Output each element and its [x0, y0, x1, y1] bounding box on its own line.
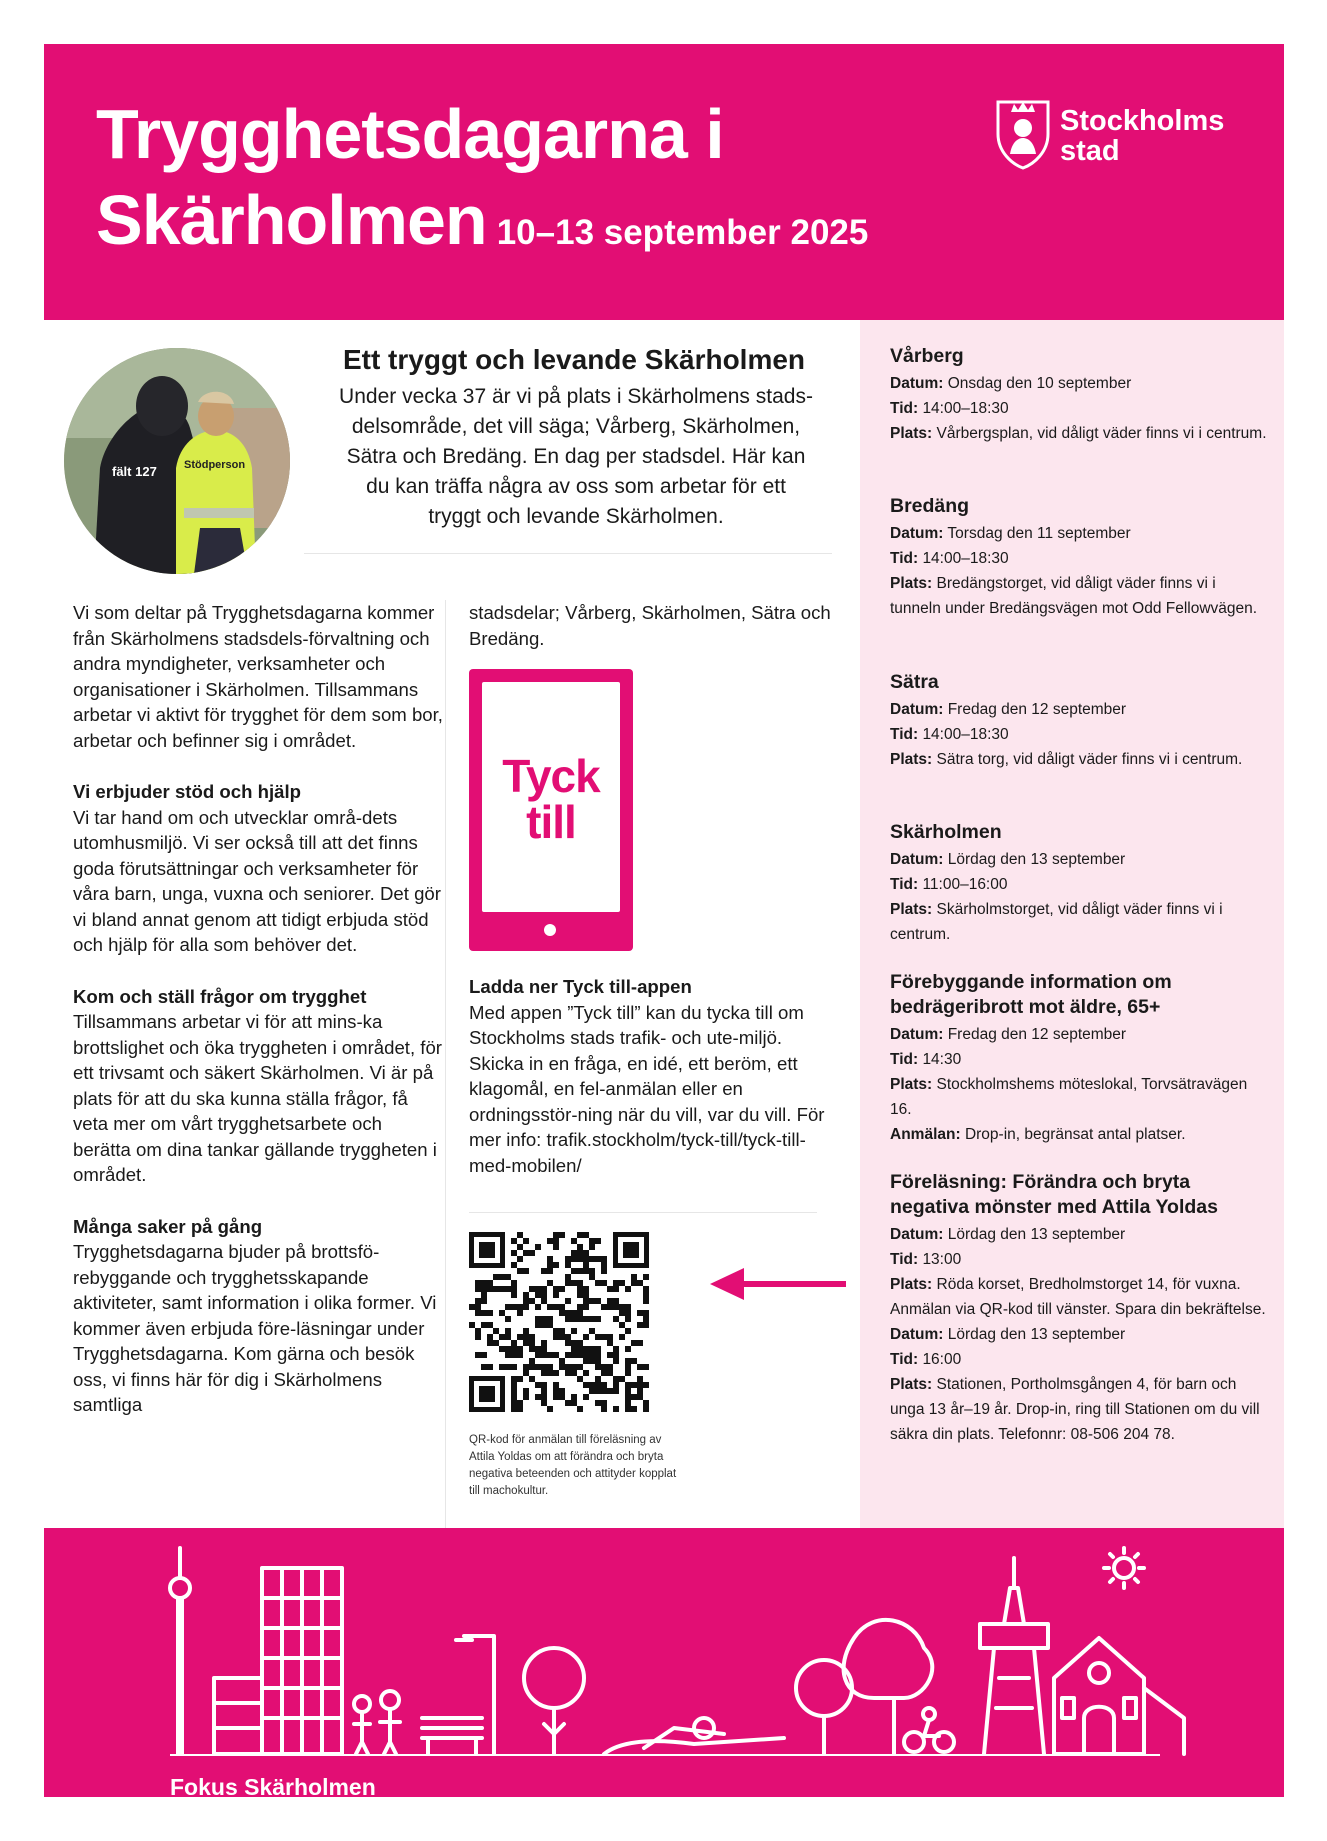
event-value: 14:00–18:30 — [922, 550, 1009, 567]
event-label: Plats: — [890, 1076, 933, 1093]
event-label: Tid: — [890, 550, 919, 567]
phone-home-button — [544, 924, 556, 936]
event-title: Förebyggande information om bedrägeribrott mot äldre, 65+ — [890, 971, 1172, 1018]
event-value: Torsdag den 11 september — [947, 525, 1131, 542]
paragraph: Vi som deltar på Trygghetsdagarna kommer från Skärholmens stadsdels-förvaltning och andra myndigheter, verksamheter och organisationer i Skärholmen. Tillsammans arbetar vi aktivt för trygghet för dem som bor, arbetar och befinner sig i området. — [73, 602, 443, 751]
event-value: Drop-in, begränsat antal platser. — [964, 1126, 1186, 1143]
divider — [469, 1212, 817, 1213]
page-title-line2 — [96, 178, 868, 275]
page-title-line1: Trygghetsdagarna i — [96, 95, 724, 173]
event-value: Lördag den 13 september — [947, 851, 1126, 868]
event-dates: 10–13 september 2025 — [496, 213, 869, 252]
event-label: Tid: — [890, 876, 919, 893]
event-label: Anmälan: — [890, 1126, 961, 1143]
paragraph: stadsdelar; Vårberg, Skärholmen, Sätra och Bredäng. — [469, 602, 831, 649]
event-title: Föreläsning: Förändra och bryta negativa mönster med Attila Yoldas — [890, 1171, 1218, 1218]
section-heading: Många saker på gång — [73, 1215, 263, 1237]
event-sidebar — [860, 320, 1284, 1528]
event-fraud-info — [890, 970, 1270, 1147]
page-title-place: Skärholmen — [96, 181, 487, 259]
event-label: Datum: — [890, 1326, 944, 1343]
event-value: Lördag den 13 september — [947, 1326, 1126, 1343]
phone-screen — [482, 682, 620, 912]
intro-line: delsområde, det vill säga; Vårberg, Skärholmen, — [351, 415, 801, 438]
event-value: 11:00–16:00 — [922, 876, 1008, 893]
intro-photo — [64, 348, 290, 574]
event-label: Plats: — [890, 1276, 933, 1293]
intro-title: Ett tryggt och levande Skärholmen — [342, 344, 806, 375]
event-label: Tid: — [890, 1251, 919, 1268]
column-1 — [73, 600, 443, 1444]
section-heading: Ladda ner Tyck till-appen — [469, 976, 692, 997]
intro-line: Under vecka 37 är vi på plats i Skärholmens stads- — [339, 385, 813, 408]
event-value: Fredag den 12 september — [947, 1026, 1127, 1043]
intro-line: Sätra och Bredäng. En dag per stadsdel. Här kan — [346, 445, 806, 468]
intro-line: du kan träffa några av oss som arbetar för ett — [366, 475, 786, 498]
divider — [304, 553, 832, 554]
event-title: Vårberg — [890, 345, 964, 367]
event-label: Datum: — [890, 851, 944, 868]
event-value: Lördag den 13 september — [947, 1226, 1126, 1243]
stockholms-stad-logo — [994, 94, 1224, 170]
footer-banner — [44, 1528, 1284, 1797]
event-value: Onsdag den 10 september — [947, 375, 1132, 392]
phone-text-line2: till — [526, 796, 576, 848]
event-label: Plats: — [890, 751, 933, 768]
event-varberg — [890, 344, 1270, 446]
event-label: Plats: — [890, 575, 933, 592]
column-2 — [469, 600, 839, 651]
event-label: Tid: — [890, 1351, 919, 1368]
tyck-till-phone-graphic — [469, 669, 633, 951]
event-label: Plats: — [890, 425, 933, 442]
event-title: Skärholmen — [890, 821, 1002, 843]
event-lecture — [890, 1170, 1270, 1447]
event-label: Datum: — [890, 525, 944, 542]
event-value: Fredag den 12 september — [947, 701, 1127, 718]
event-value: Sätra torg, vid dåligt väder finns vi i centrum. — [936, 751, 1243, 768]
event-label: Tid: — [890, 726, 919, 743]
footer-label: Fokus Skärholmen — [170, 1774, 376, 1800]
event-label: Tid: — [890, 1051, 919, 1068]
paragraph: Med appen ”Tyck till” kan du tycka till om Stockholms stads trafik- och ute-miljö. Skicka in en fråga, en idé, ett beröm, ett klagomål, en fel-anmälan eller en ordningsstör-ning när du vill, var du vill. För mer info: trafik.stockholm/tyck-till/tyck-till-med-mobilen/ — [469, 1001, 825, 1176]
event-value: 14:30 — [922, 1051, 962, 1068]
event-value: Stationen, Portholmsgången 4, för barn och unga 13 år–19 år. Drop-in, ring till Stationen om du vill säkra din plats. Telefonnr: 08-506 204 78. — [890, 1376, 1260, 1443]
vest-text: Stödperson — [184, 459, 246, 471]
skyline-illustration — [44, 1528, 1284, 1797]
event-value: Vårbergsplan, vid dåligt väder finns vi i centrum. — [936, 425, 1267, 442]
paragraph: Trygghetsdagarna bjuder på brottsfö-rebyggande och trygghetsskapande aktiviteter, samt information i olika former. Vi kommer även erbjuda före-läsningar under Trygghetsdagarna. Kom gärna och besök oss, vi finns här för dig i Skärholmens samtliga — [73, 1241, 437, 1415]
phone-text-line1: Tyck — [502, 750, 600, 802]
section-heading: Kom och ställ frågor om trygghet — [73, 985, 367, 1007]
jacket-text: fält 127 — [112, 464, 157, 479]
event-satra — [890, 670, 1270, 772]
event-label: Datum: — [890, 701, 944, 718]
event-value: 14:00–18:30 — [922, 400, 1009, 417]
event-value: 14:00–18:30 — [922, 726, 1009, 743]
event-value: 13:00 — [922, 1251, 962, 1268]
intro-text — [306, 382, 846, 532]
event-label: Tid: — [890, 400, 919, 417]
poster — [44, 44, 1284, 1800]
event-title: Bredäng — [890, 495, 970, 517]
event-label: Plats: — [890, 901, 933, 918]
crown-shield-icon — [994, 94, 1052, 170]
logo-text-line1: Stockholms — [1060, 105, 1225, 137]
event-value: Stockholmshems möteslokal, Torvsätravägen 16. — [890, 1076, 1248, 1118]
event-value: 16:00 — [922, 1351, 962, 1368]
qr-code[interactable] — [469, 1232, 649, 1412]
column-divider — [445, 600, 446, 1540]
app-info — [469, 974, 839, 1178]
event-bredang — [890, 494, 1270, 621]
event-value: Bredängstorget, vid dåligt väder finns vi i tunneln under Bredängsvägen mot Odd Fellowvägen. — [890, 575, 1258, 617]
event-label: Plats: — [890, 1376, 933, 1393]
qr-caption: QR-kod för anmälan till föreläsning av Attila Yoldas om att förändra och bryta negativa beteenden och attityder kopplat till machokultur. — [469, 1434, 677, 1497]
event-title: Sätra — [890, 671, 939, 693]
event-label: Datum: — [890, 375, 944, 392]
event-value: Skärholmstorget, vid dåligt väder finns vi i centrum. — [890, 901, 1223, 943]
event-label: Datum: — [890, 1226, 944, 1243]
event-label: Datum: — [890, 1026, 944, 1043]
arrow-left-icon — [710, 1264, 846, 1309]
paragraph: Vi tar hand om och utvecklar områ-dets utomhusmiljö. Vi ser också till att det finns goda förutsättningar och verksamheter för våra barn, unga, vuxna och seniorer. Det gör vi bland annat genom att tidigt erbjuda stöd och hjälp för alla som behöver det. — [73, 806, 441, 955]
intro-line: tryggt och levande Skärholmen. — [428, 505, 724, 528]
header-banner — [44, 44, 1284, 320]
event-skarholmen — [890, 820, 1270, 947]
event-value: Röda korset, Bredholmstorget 14, för vuxna. Anmälan via QR-kod till vänster. Spara din bekräftelse. — [890, 1276, 1266, 1318]
section-heading: Vi erbjuder stöd och hjälp — [73, 781, 301, 802]
footer-baseline — [170, 1754, 1160, 1756]
logo-text-line2: stad — [1060, 135, 1120, 167]
paragraph: Tillsammans arbetar vi för att mins-ka brottslighet och öka tryggheten i området, för ett trivsamt och säkert Skärholmen. Vi är på plats för att du ska kunna ställa frågor, få veta mer om vårt trygghetsarbete och berätta om dina tankar gällande tryggheten i området. — [73, 1011, 442, 1185]
